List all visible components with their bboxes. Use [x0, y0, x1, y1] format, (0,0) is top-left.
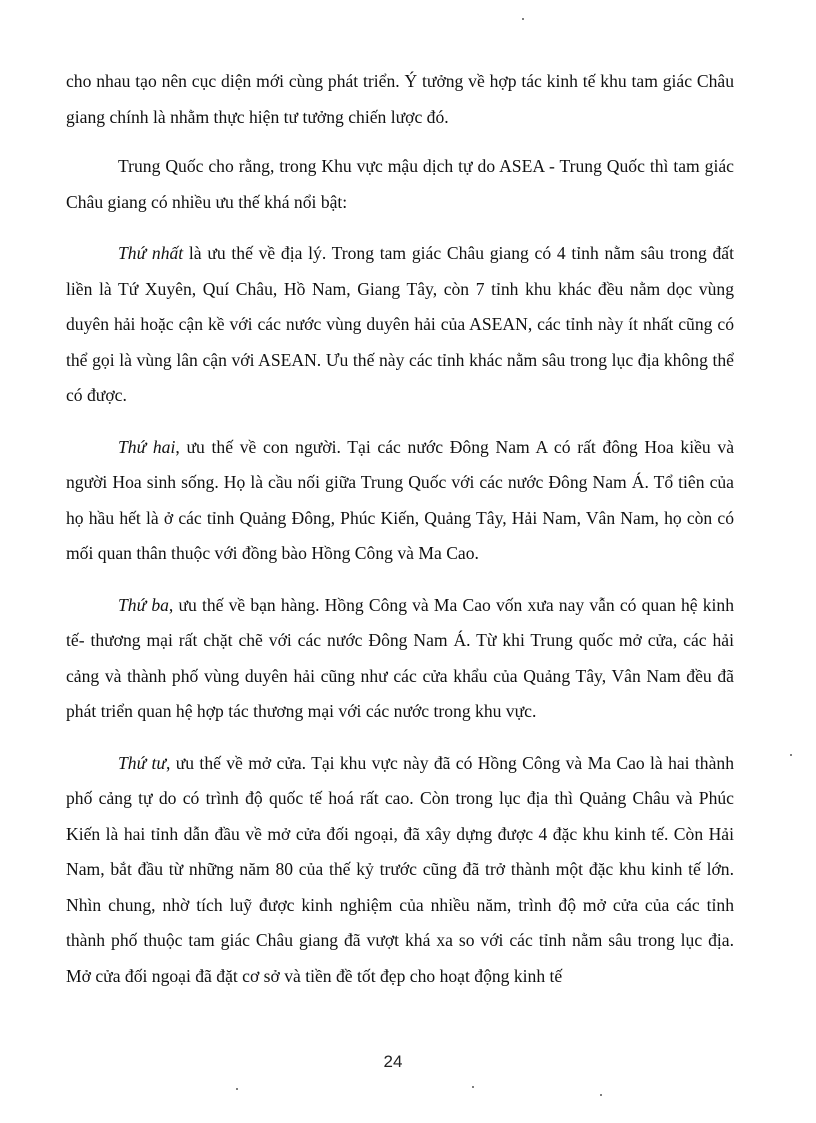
paragraph-6	[66, 746, 734, 995]
paragraph-4-text: , ưu thế về con người. Tại các nước Đông Nam A có rất đông Hoa kiều và người Hoa sinh sống. Họ là cầu nối giữa Trung Quốc với các nước Đông Nam Á. Tổ tiên của họ hầu hết là ở các tỉnh Quảng Đông, Phúc Kiến, Quảng Tây, Hải Nam, Vân Nam, họ còn có mối quan thân thuộc với đồng bào Hồng Công và Ma Cao.	[66, 436, 734, 563]
scan-speck	[600, 1094, 602, 1096]
paragraph-5-text: , ưu thế về bạn hàng. Hồng Công và Ma Cao vốn xưa nay vẫn có quan hệ kinh tế- thương mại rất chặt chẽ với các nước Đông Nam Á. Từ khi Trung quốc mở cửa, các hải cảng và thành phố vùng duyên hải cũng như các cửa khẩu của Quảng Tây, Vân Nam đều đã phát triển quan hệ hợp tác thương mại với các nước trong khu vực.	[66, 594, 734, 721]
scan-speck	[790, 754, 792, 756]
document-page	[66, 64, 734, 1010]
scan-speck	[472, 1086, 474, 1088]
paragraph-3	[66, 236, 734, 414]
paragraph-1	[66, 64, 734, 135]
paragraph-4	[66, 430, 734, 572]
paragraph-5-lead: Thứ ba	[118, 594, 169, 615]
paragraph-6-lead: Thứ tư	[118, 752, 167, 773]
scan-speck	[522, 18, 524, 20]
paragraph-2-text: Trung Quốc cho rằng, trong Khu vực mậu dịch tự do ASEA - Trung Quốc thì tam giác Châu giang có nhiều ưu thế khá nổi bật:	[66, 156, 734, 212]
page-number: 24	[383, 1052, 403, 1071]
paragraph-3-lead: Thứ nhất	[118, 243, 184, 263]
scan-speck	[236, 1088, 238, 1090]
paragraph-5	[66, 588, 734, 730]
paragraph-1-text: cho nhau tạo nên cục diện mới cùng phát triển. Ý tưởng về hợp tác kinh tế khu tam giác Châu giang chính là nhằm thực hiện tư tưởng chiến lược đó.	[66, 71, 734, 127]
paragraph-2	[66, 149, 734, 220]
paragraph-6-text: , ưu thế về mở cửa. Tại khu vực này đã có Hồng Công và Ma Cao là hai thành phố cảng tự do có trình độ quốc tế hoá rất cao. Còn trong lục địa thì Quảng Châu và Phúc Kiến là hai tỉnh dẫn đầu về mở cửa đối ngoại, đã xây dựng được 4 đặc khu kinh tế. Còn Hải Nam, bắt đầu từ những năm 80 của thế kỷ trước cũng đã trở thành một đặc khu kinh tế lớn. Nhìn chung, nhờ tích luỹ được kinh nghiệm của nhiều năm, trình độ mở cửa của các tỉnh thành phố thuộc tam giác Châu giang đã vượt khá xa so với các tỉnh nằm sâu trong lục địa. Mở cửa đối ngoại đã đặt cơ sở và tiền đề tốt đẹp cho hoạt động kinh tế	[66, 752, 735, 986]
paragraph-3-text: là ưu thế về địa lý. Trong tam giác Châu giang có 4 tỉnh nằm sâu trong đất liền là Tứ Xuyên, Quí Châu, Hồ Nam, Giang Tây, còn 7 tỉnh khu khác đều nằm dọc vùng duyên hải hoặc cận kề với các nước vùng duyên hải của ASEAN, các tỉnh này ít nhất cũng có thể gọi là vùng lân cận với ASEAN. Ưu thế này các tỉnh khác nằm sâu trong lục địa không thể có được.	[66, 243, 735, 405]
paragraph-4-lead: Thứ hai	[118, 436, 176, 457]
